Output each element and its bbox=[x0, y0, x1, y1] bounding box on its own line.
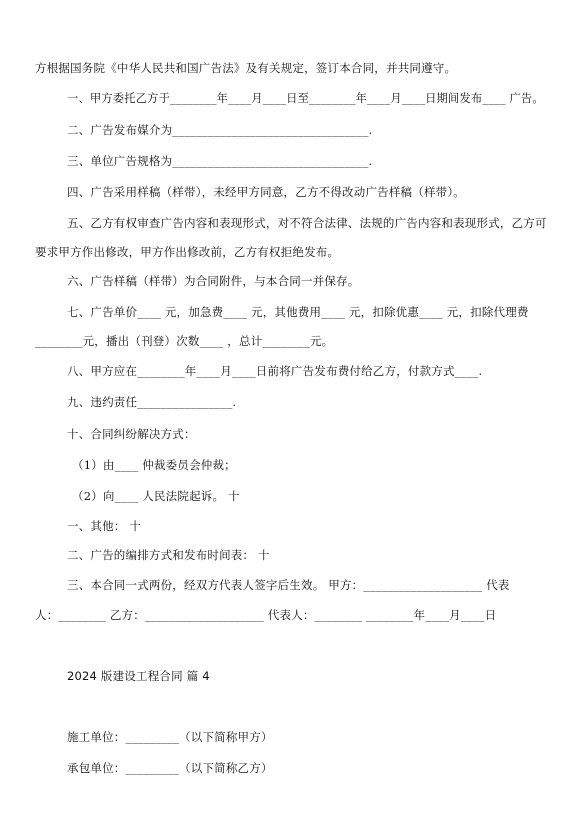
clause-4-line: 四、广告采用样稿（样带），未经甲方同意，乙方不得改动广告样稿（样带）。 bbox=[67, 185, 465, 199]
clause-10-line: 十、合同纠纷解决方式： bbox=[67, 427, 196, 441]
clause-5-continuation: 要求甲方作出修改，甲方作出修改前，乙方有权拒绝发布。 bbox=[35, 245, 340, 259]
clause-3-line: 三、单位广告规格为_________________________________. bbox=[67, 154, 373, 168]
signature-line: 人：________ 乙方：____________________ 代表人：________ ________年____月____日 bbox=[35, 608, 497, 622]
clause-6-line: 六、广告样稿（样带）为合同附件，与本合同一并保存。 bbox=[67, 274, 360, 288]
clause-10-option-1: （1）由____ 仲裁委员会仲裁； bbox=[72, 458, 236, 472]
clause-7-line: 七、广告单价____ 元，加急费____ 元，其他费用____ 元，扣除优惠____ 元，扣除代理费 bbox=[67, 305, 529, 319]
clause-9-line: 九、违约责任________________. bbox=[67, 395, 237, 409]
clause-7-continuation: ________元，播出（刊登）次数____ ，总计________元。 bbox=[35, 334, 334, 348]
preamble-line: 方根据国务院《中华人民共和国广告法》及有关规定，签订本合同，并共同遵守。 bbox=[35, 61, 457, 75]
section-heading: 2024 版建设工程合同 篇 4 bbox=[67, 669, 210, 683]
clause-8-line: 八、甲方应在________年____月____日前将广告发布费付给乙方，付款方式____. bbox=[67, 364, 483, 378]
party-a-line: 施工单位：_________（以下简称甲方） bbox=[67, 730, 273, 744]
party-b-line: 承包单位：_________（以下简称乙方） bbox=[67, 761, 273, 775]
clause-2-line: 二、广告发布媒介为_________________________________. bbox=[67, 123, 373, 137]
clause-5-line: 五、乙方有权审查广告内容和表现形式，对不符合法律、法规的广告内容和表现形式，乙方可 bbox=[67, 216, 547, 230]
clause-10-option-2: （2）向____ 人民法院起诉。 十 bbox=[72, 489, 240, 503]
clause-13-line: 三、本合同一式两份，经双方代表人签字后生效。 甲方：____________________ 代表 bbox=[67, 578, 510, 592]
clause-11-line: 一、其他： 十 bbox=[67, 519, 142, 533]
clause-12-line: 二、广告的编排方式和发布时间表： 十 bbox=[67, 548, 270, 562]
clause-1-line: 一、甲方委托乙方于________年____月____日至________年____月____日期间发布____ 广告。 bbox=[67, 92, 544, 105]
